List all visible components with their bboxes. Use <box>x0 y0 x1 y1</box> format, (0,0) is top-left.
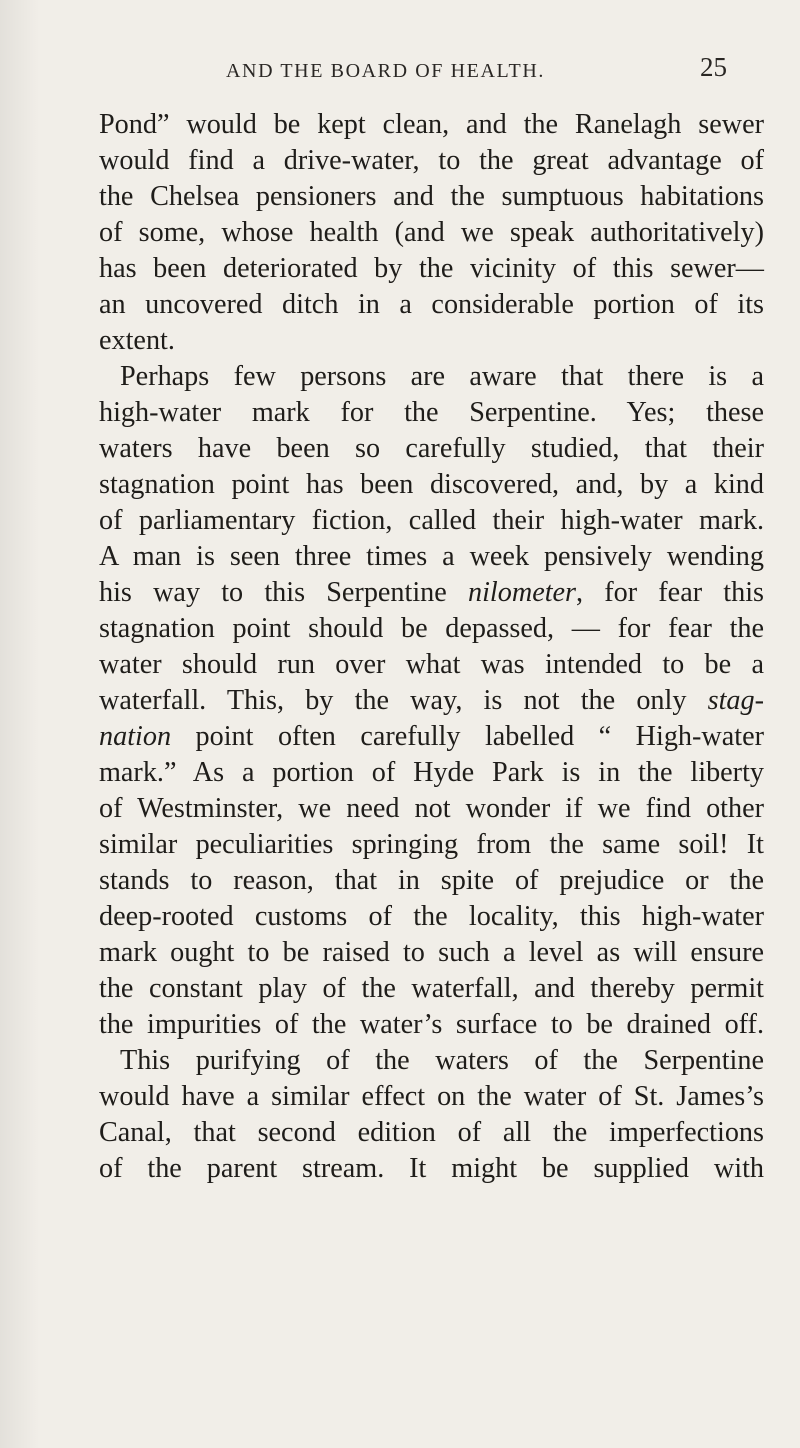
text-line: would find a drive-water, to the great advantage of <box>99 145 764 176</box>
text-line: an uncovered ditch in a considerable portion of its <box>99 289 764 320</box>
text-line <box>99 719 764 755</box>
text-segment: his way to this Serpentine <box>99 577 468 608</box>
text-line: stagnation point should be depassed, — for fear the <box>99 613 764 644</box>
text-line: the impurities of the water’s surface to be drained off. <box>99 1009 764 1040</box>
text-line: This purifying of the waters of the Serpentine <box>120 1045 764 1076</box>
italic-word: stag- <box>707 685 764 716</box>
text-line: mark.” As a portion of Hyde Park is in the liberty <box>99 757 764 788</box>
text-line: similar peculiarities springing from the same soil! It <box>99 829 764 860</box>
text-line: stagnation point has been discovered, and, by a kind <box>99 469 764 500</box>
text-line: of the parent stream. It might be supplied with <box>99 1153 764 1184</box>
text-line: high-water mark for the Serpentine. Yes; these <box>99 397 764 428</box>
text-line: Canal, that second edition of all the imperfections <box>99 1117 764 1148</box>
text-line: mark ought to be raised to such a level as will ensure <box>99 937 764 968</box>
text-line <box>99 575 764 611</box>
page-number: 25 <box>700 52 727 82</box>
body-text <box>99 107 764 1187</box>
text-line: waters have been so carefully studied, that their <box>99 433 764 464</box>
text-line: water should run over what was intended to be a <box>99 649 764 680</box>
running-head: AND THE BOARD OF HEALTH. <box>226 60 545 82</box>
text-line: of Westminster, we need not wonder if we find other <box>99 793 764 824</box>
italic-word: nilometer <box>467 577 577 608</box>
text-segment: waterfall. This, by the way, is not the only <box>99 685 708 716</box>
italic-word: nation <box>99 721 172 752</box>
text-line: of parliamentary fiction, called their high-water mark. <box>99 505 764 536</box>
text-line: the Chelsea pensioners and the sumptuous habitations <box>99 181 764 212</box>
text-segment: point often carefully labelled “ High-water <box>171 721 764 752</box>
text-line: A man is seen three times a week pensively wending <box>99 541 764 572</box>
text-line: the constant play of the waterfall, and thereby permit <box>99 973 764 1004</box>
text-line: Perhaps few persons are aware that there is a <box>120 361 764 392</box>
text-line: of some, whose health (and we speak authoritatively) <box>99 217 764 248</box>
text-line: has been deteriorated by the vicinity of this sewer— <box>99 253 764 284</box>
text-line: would have a similar effect on the water of St. James’s <box>99 1081 764 1112</box>
text-line: extent. <box>99 325 175 356</box>
text-line: deep-rooted customs of the locality, this high-water <box>99 901 764 932</box>
text-line: stands to reason, that in spite of prejudice or the <box>99 865 764 896</box>
text-line <box>99 683 764 719</box>
text-segment: , for fear this <box>576 577 765 608</box>
text-line: Pond” would be kept clean, and the Ranelagh sewer <box>99 109 764 140</box>
